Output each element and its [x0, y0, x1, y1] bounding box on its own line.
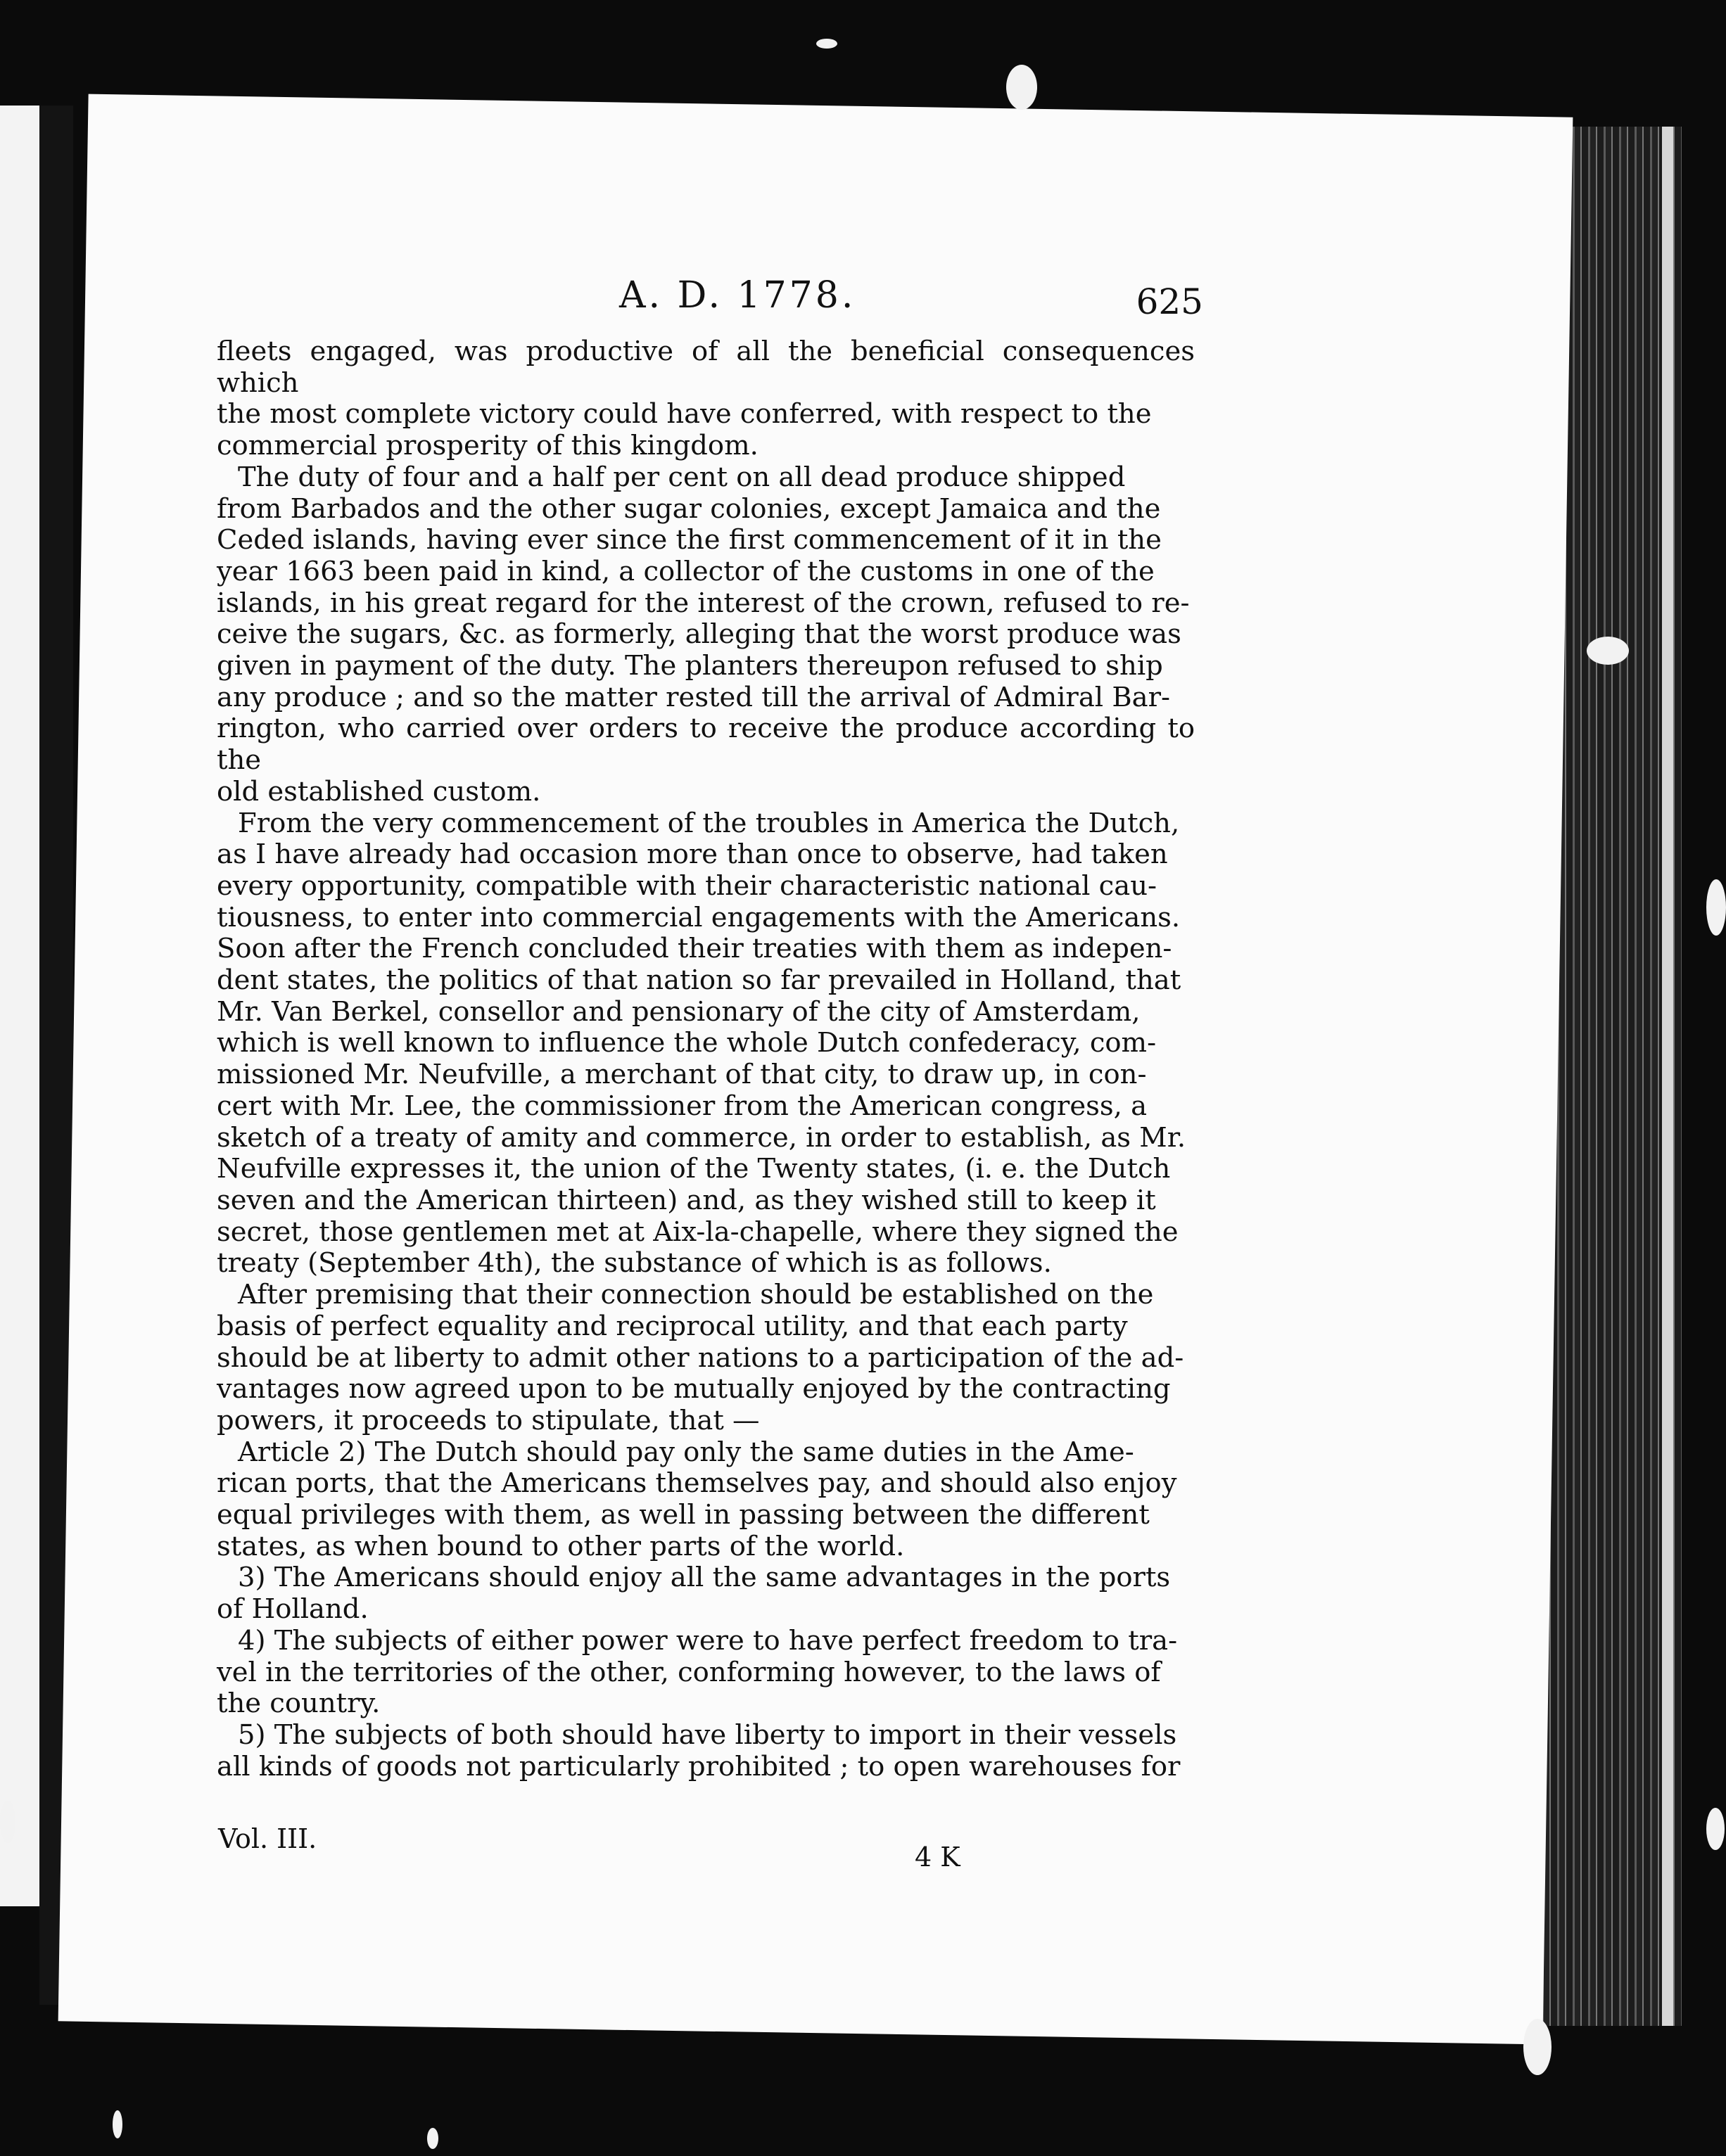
body-text	[217, 336, 1195, 1782]
text-line: dent states, the politics of that nation so far prevailed in Holland, that	[217, 964, 1181, 997]
text-line: powers, it proceeds to stipulate, that —	[217, 1404, 760, 1436]
text-line: missioned Mr. Neufville, a merchant of that city, to draw up, in con-	[217, 1059, 1147, 1091]
volume-label: Vol. III.	[218, 1823, 317, 1854]
text-line: rican ports, that the Americans themselves pay, and should also enjoy	[217, 1467, 1177, 1500]
text-line: of Holland.	[217, 1593, 369, 1626]
text-line: secret, those gentlemen met at Aix-la-chapelle, where they signed the	[217, 1216, 1179, 1248]
text-line: the country.	[217, 1688, 381, 1720]
text-line: vel in the territories of the other, conforming however, to the laws of	[217, 1656, 1161, 1688]
text-line: cert with Mr. Lee, the commissioner from the American congress, a	[217, 1090, 1148, 1122]
text-line: year 1663 been paid in kind, a collector of the customs in one of the	[217, 555, 1155, 587]
scan-speck	[816, 39, 837, 49]
text-line: any produce ; and so the matter rested till the arrival of Admiral Bar-	[217, 681, 1170, 713]
text-line: Soon after the French concluded their treaties with them as indepen-	[217, 933, 1172, 965]
text-line: commercial prosperity of this kingdom.	[217, 430, 759, 462]
text-line: equal privileges with them, as well in passing between the different	[217, 1499, 1150, 1531]
facing-page-edge	[0, 106, 39, 1906]
text-line: islands, in his great regard for the interest of the crown, refused to re-	[217, 587, 1190, 619]
text-line: basis of perfect equality and reciprocal utility, and that each party	[217, 1310, 1128, 1342]
scan-speck	[427, 2128, 438, 2149]
text-line: all kinds of goods not particularly prohibited ; to open warehouses for	[217, 1750, 1181, 1782]
paragraph-start-line: 5) The subjects of both should have liberty to import in their vessels	[238, 1718, 1177, 1751]
text-line: fleets engaged, was productive of all the beneficial consequences which	[217, 336, 1195, 399]
text-line: every opportunity, compatible with their characteristic national cau-	[217, 869, 1157, 902]
paragraph-start-line: Article 2) The Dutch should pay only the same duties in the Ame-	[238, 1436, 1134, 1468]
text-line: seven and the American thirteen) and, as they wished still to keep it	[217, 1184, 1156, 1216]
text-line: as I have already had occasion more than once to observe, had taken	[217, 838, 1168, 871]
page-number: 625	[1136, 281, 1203, 322]
scan-speck	[0, 1801, 15, 1843]
text-line: Neufville expresses it, the union of the Twenty states, (i. e. the Dutch	[217, 1153, 1171, 1185]
paragraph-start-line: 4) The subjects of either power were to have perfect freedom to tra-	[238, 1624, 1178, 1657]
scan-speck	[1006, 65, 1037, 110]
scan-speck	[1523, 2019, 1552, 2075]
scan-speck	[113, 2110, 122, 2138]
text-line: ceive the sugars, &c. as formerly, alleging that the worst produce was	[217, 618, 1181, 651]
text-line: which is well known to influence the whole Dutch confederacy, com-	[217, 1027, 1157, 1059]
signature-mark: 4 K	[915, 1842, 960, 1873]
paragraph-start-line: The duty of four and a half per cent on all dead produce shipped	[238, 461, 1126, 493]
text-line: rington, who carried over orders to receive the produce according to the	[217, 713, 1195, 777]
text-line: old established custom.	[217, 775, 541, 808]
paragraph-start-line: 3) The Americans should enjoy all the same advantages in the ports	[238, 1562, 1171, 1594]
text-line: treaty (September 4th), the substance of which is as follows.	[217, 1247, 1052, 1280]
text-line: given in payment of the duty. The planters thereupon refused to ship	[217, 650, 1163, 682]
scan-speck	[1706, 879, 1726, 936]
scan-speck	[1706, 1808, 1725, 1850]
running-title: A. D. 1778.	[619, 274, 856, 317]
text-line: Ceded islands, having ever since the first commencement of it in the	[217, 524, 1162, 556]
text-line: should be at liberty to admit other nations to a participation of the ad-	[217, 1341, 1184, 1374]
text-line: from Barbados and the other sugar colonies, except Jamaica and the	[217, 492, 1161, 525]
text-line: vantages now agreed upon to be mutually enjoyed by the contracting	[217, 1373, 1171, 1405]
text-line: the most complete victory could have conferred, with respect to the	[217, 398, 1152, 430]
scan-speck	[1587, 637, 1629, 665]
text-line: Mr. Van Berkel, consellor and pensionary of the city of Amsterdam,	[217, 995, 1141, 1028]
page-block-highlight	[1662, 127, 1673, 2026]
text-line: tiousness, to enter into commercial engagements with the Americans.	[217, 901, 1181, 933]
page-footer	[218, 1823, 1203, 1880]
text-line: states, as when bound to other parts of the world.	[217, 1530, 905, 1562]
text-line: sketch of a treaty of amity and commerce, in order to establish, as Mr.	[217, 1121, 1186, 1154]
page-header	[134, 274, 1203, 338]
paragraph-start-line: From the very commencement of the troubles in America the Dutch,	[238, 807, 1180, 839]
paragraph-start-line: After premising that their connection should be established on the	[238, 1279, 1154, 1311]
